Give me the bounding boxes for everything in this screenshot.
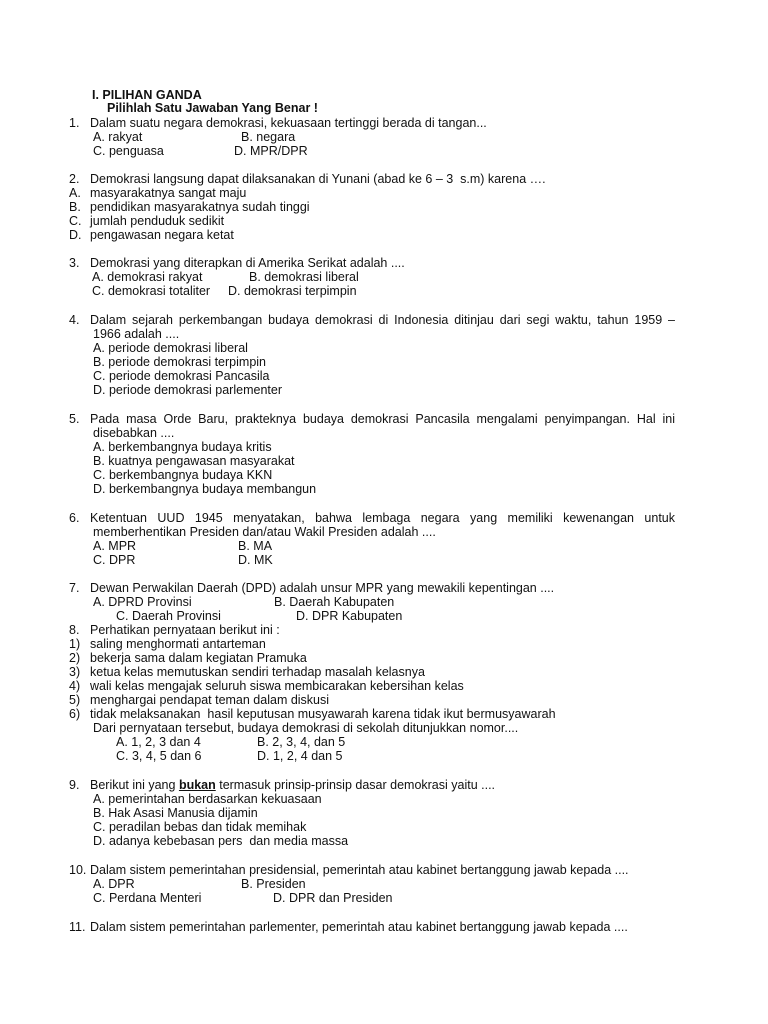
question-text-line-2: disebabkan .... <box>93 426 175 440</box>
statement-number: 5) <box>69 693 81 707</box>
statement-text: ketua kelas memutuskan sendiri terhadap masalah kelasnya <box>90 665 425 679</box>
statement-number: 4) <box>69 679 81 693</box>
option-d: D. 1, 2, 4 dan 5 <box>257 749 343 763</box>
question-text: Dewan Perwakilan Daerah (DPD) adalah unsur MPR yang mewakili kepentingan .... <box>90 581 555 595</box>
question-number: 1. <box>69 116 80 130</box>
statement-text: saling menghormati antarteman <box>90 637 266 651</box>
statement-number: 2) <box>69 651 81 665</box>
question-text: Dalam sistem pemerintahan parlementer, pemerintah atau kabinet bertanggung jawab kepada .... <box>90 920 628 934</box>
option-c: C. demokrasi totaliter <box>92 284 211 298</box>
option-b: B. Daerah Kabupaten <box>274 595 395 609</box>
option-c: C. Daerah Provinsi <box>116 609 221 623</box>
option-c: C. periode demokrasi Pancasila <box>93 369 270 383</box>
option-b: B. periode demokrasi terpimpin <box>93 355 266 369</box>
question-text-line-2: 1966 adalah .... <box>93 327 180 341</box>
option-b: B. Hak Asasi Manusia dijamin <box>93 806 258 820</box>
emphasis-word: bukan <box>178 778 216 792</box>
question-text-post: termasuk prinsip-prinsip dasar demokrasi yaitu .... <box>215 778 496 792</box>
question-number: 2. <box>69 172 80 186</box>
question-number: 7. <box>69 581 80 595</box>
option-c: jumlah penduduk sedikit <box>90 214 225 228</box>
statement-text: menghargai pendapat teman dalam diskusi <box>90 693 330 707</box>
question-text: Demokrasi langsung dapat dilaksanakan di Yunani (abad ke 6 – 3 s.m) karena …. <box>90 172 546 186</box>
option-d: D. DPR dan Presiden <box>273 891 393 905</box>
option-c: C. berkembangnya budaya KKN <box>93 468 273 482</box>
question-text: Dalam suatu negara demokrasi, kekuasaan tertinggi berada di tangan... <box>90 116 487 130</box>
statement-number: 3) <box>69 665 81 679</box>
option-d: D. demokrasi terpimpin <box>228 284 357 298</box>
question-text-line-1: Dalam sejarah perkembangan budaya demokrasi di Indonesia ditinjau dari segi waktu, tahun 1959 – <box>90 313 675 327</box>
statement-number: 6) <box>69 707 81 721</box>
option-a: A. periode demokrasi liberal <box>93 341 248 355</box>
option-b: B. demokrasi liberal <box>249 270 359 284</box>
question-number: 6. <box>69 511 80 525</box>
option-d: D. MPR/DPR <box>234 144 308 158</box>
question-text: Demokrasi yang diterapkan di Amerika Serikat adalah .... <box>90 256 405 270</box>
question-number: 10. <box>69 863 87 877</box>
option-b: B. Presiden <box>241 877 306 891</box>
question-followup: Dari pernyataan tersebut, budaya demokrasi di sekolah ditunjukkan nomor.... <box>93 721 519 735</box>
option-a: A. DPRD Provinsi <box>93 595 192 609</box>
question-number: 5. <box>69 412 80 426</box>
option-b: B. MA <box>238 539 273 553</box>
question-number: 11. <box>69 920 86 934</box>
option-a: A. MPR <box>93 539 137 553</box>
option-a: A. berkembangnya budaya kritis <box>93 440 272 454</box>
statement-text: bekerja sama dalam kegiatan Pramuka <box>90 651 307 665</box>
question-number: 3. <box>69 256 80 270</box>
option-c: C. peradilan bebas dan tidak memihak <box>93 820 307 834</box>
option-a: A. pemerintahan berdasarkan kekuasaan <box>93 792 322 806</box>
section-title: I. PILIHAN GANDA <box>92 88 202 102</box>
question-text-line-1: Ketentuan UUD 1945 menyatakan, bahwa lembaga negara yang memiliki kewenangan untuk <box>90 511 675 525</box>
question-text-line-2: memberhentikan Presiden dan/atau Wakil Presiden adalah .... <box>93 525 436 539</box>
option-d-letter: D. <box>69 228 82 242</box>
option-a: A. demokrasi rakyat <box>92 270 203 284</box>
option-a: A. DPR <box>93 877 135 891</box>
option-a: A. 1, 2, 3 dan 4 <box>116 735 201 749</box>
option-d: D. MK <box>238 553 273 567</box>
instruction: Pilihlah Satu Jawaban Yang Benar ! <box>107 101 318 115</box>
question-text: Perhatikan pernyataan berikut ini : <box>90 623 280 637</box>
option-d: D. adanya kebebasan pers dan media massa <box>93 834 349 848</box>
question-number: 8. <box>69 623 80 637</box>
question-number: 4. <box>69 313 80 327</box>
question-number: 9. <box>69 778 80 792</box>
option-d: D. periode demokrasi parlementer <box>93 383 282 397</box>
option-a: A. rakyat <box>93 130 143 144</box>
option-a: masyarakatnya sangat maju <box>90 186 247 200</box>
question-text <box>90 778 495 792</box>
option-c: C. 3, 4, 5 dan 6 <box>116 749 202 763</box>
option-c: C. DPR <box>93 553 136 567</box>
question-text-pre: Berikut ini yang <box>90 778 179 792</box>
question-text: Dalam sistem pemerintahan presidensial, pemerintah atau kabinet bertanggung jawab kepada .... <box>90 863 629 877</box>
option-c-letter: C. <box>69 214 82 228</box>
statement-text: wali kelas mengajak seluruh siswa membicarakan kebersihan kelas <box>90 679 464 693</box>
option-b: B. kuatnya pengawasan masyarakat <box>93 454 295 468</box>
option-b: pendidikan masyarakatnya sudah tinggi <box>90 200 310 214</box>
statement-text: tidak melaksanakan hasil keputusan musyawarah karena tidak ikut bermusyawarah <box>90 707 556 721</box>
option-d: pengawasan negara ketat <box>90 228 234 242</box>
option-b-letter: B. <box>69 200 81 214</box>
option-b: B. 2, 3, 4, dan 5 <box>257 735 346 749</box>
option-b: B. negara <box>241 130 296 144</box>
option-d: D. berkembangnya budaya membangun <box>93 482 317 496</box>
option-a-letter: A. <box>69 186 81 200</box>
statement-number: 1) <box>69 637 81 651</box>
option-c: C. penguasa <box>93 144 164 158</box>
option-d: D. DPR Kabupaten <box>296 609 403 623</box>
question-text-line-1: Pada masa Orde Baru, prakteknya budaya demokrasi Pancasila mengalami penyimpangan. Hal ini <box>90 412 675 426</box>
option-c: C. Perdana Menteri <box>93 891 202 905</box>
